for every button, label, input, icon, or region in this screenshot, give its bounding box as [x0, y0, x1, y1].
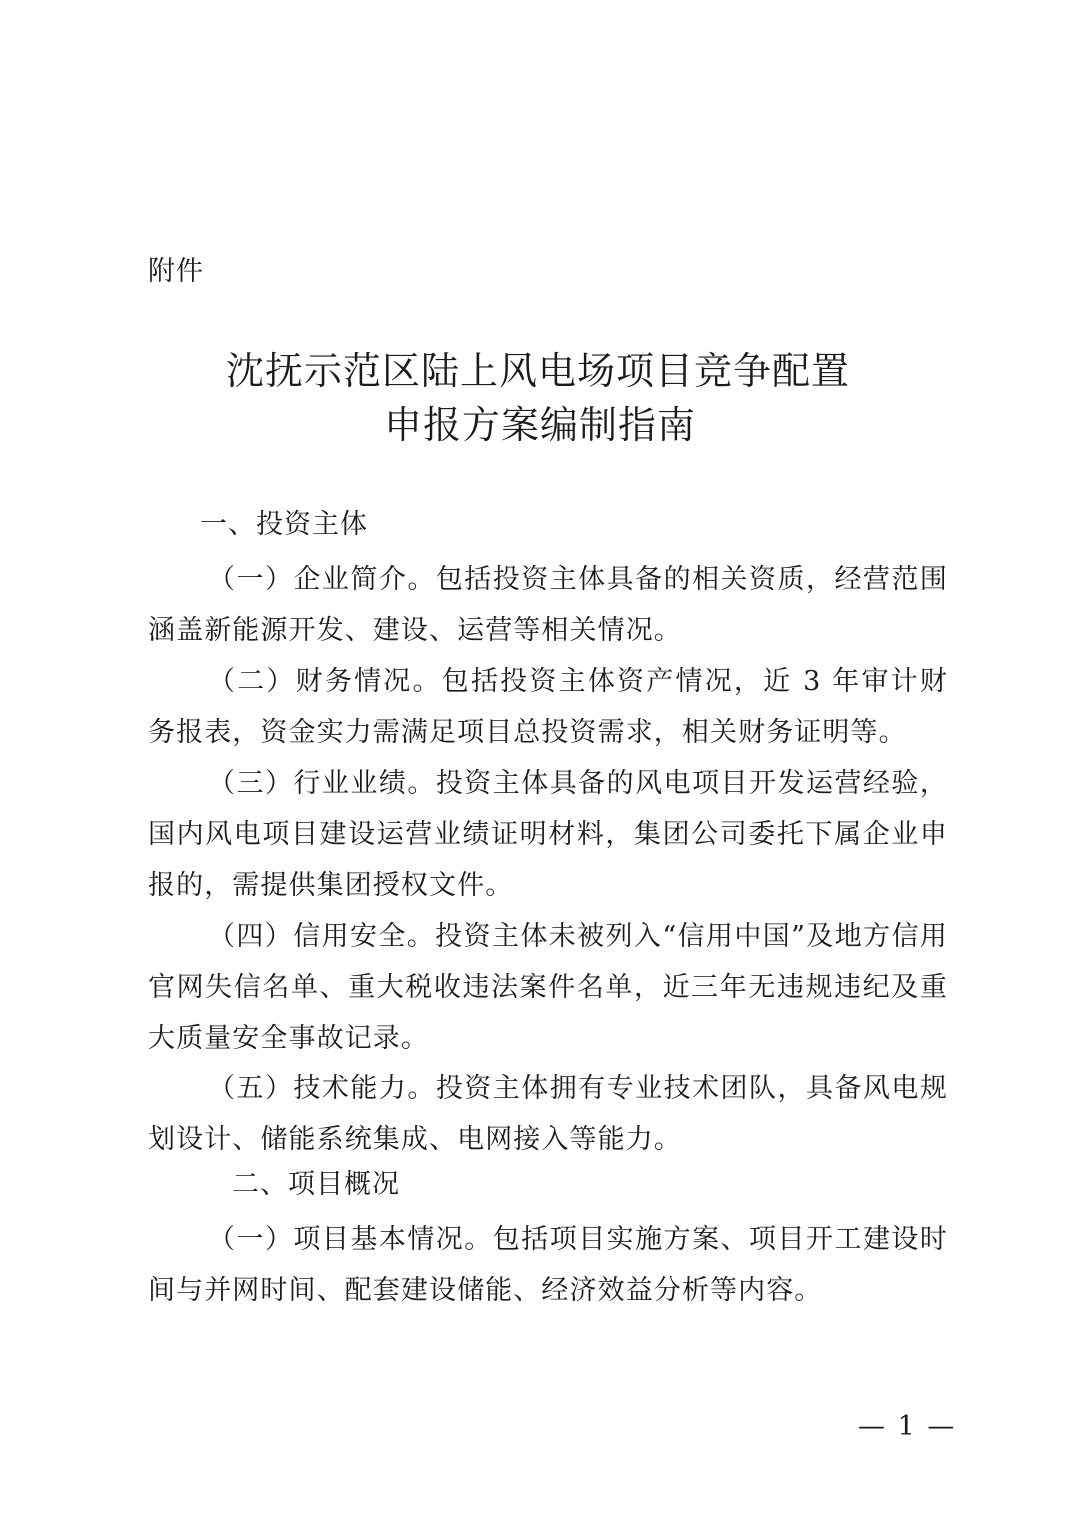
paragraph-technical-capability [148, 1063, 948, 1165]
paragraph-body: 投资主体拥有专业技术团队，具备风电规划设计、储能系统集成、电网接入等能力。 [148, 1073, 948, 1155]
paragraph-credit-safety [148, 911, 948, 1064]
paragraph-body: 投资主体未被列入“信用中国”及地方信用官网失信名单、重大税收违法案件名单，近三年无违规违纪及重大质量安全事故记录。 [148, 921, 948, 1054]
paragraph-body: 包括投资主体资产情况，近 3 年审计财务报表，资金实力需满足项目总投资需求，相关财务证明等。 [148, 666, 948, 748]
paragraph-lead: （五）技术能力。 [208, 1073, 436, 1104]
document-title-line2: 申报方案编制指南 [383, 403, 696, 447]
paragraph-company-profile [148, 554, 948, 656]
paragraph-body: 投资主体具备的风电项目开发运营经验，国内风电项目建设运营业绩证明材料，集团公司委托下属企业申报的，需提供集团授权文件。 [148, 768, 948, 901]
attachment-label: 附件 [148, 256, 204, 287]
page-number: — 1 — [858, 1411, 957, 1442]
paragraph-body: 包括项目实施方案、项目开工建设时间与并网时间、配套建设储能、经济效益分析等内容。 [148, 1224, 948, 1306]
paragraph-project-basics [148, 1214, 948, 1316]
paragraph-lead: （二）财务情况。 [208, 666, 442, 697]
paragraph-industry-performance [148, 758, 948, 911]
paragraph-lead: （一）企业简介。 [208, 564, 436, 595]
section-heading-project-overview: 二、项目概况 [232, 1169, 400, 1200]
paragraph-lead: （三）行业业绩。 [208, 768, 436, 799]
paragraph-lead: （四）信用安全。 [208, 921, 436, 952]
document-title-line1: 沈抚示范区陆上风电场项目竞争配置 [225, 349, 850, 393]
paragraph-financial-status [148, 656, 948, 758]
paragraph-lead: （一）项目基本情况。 [208, 1224, 493, 1255]
paragraph-body: 包括投资主体具备的相关资质，经营范围涵盖新能源开发、建设、运营等相关情况。 [148, 564, 948, 646]
section-heading-investor: 一、投资主体 [200, 509, 368, 540]
